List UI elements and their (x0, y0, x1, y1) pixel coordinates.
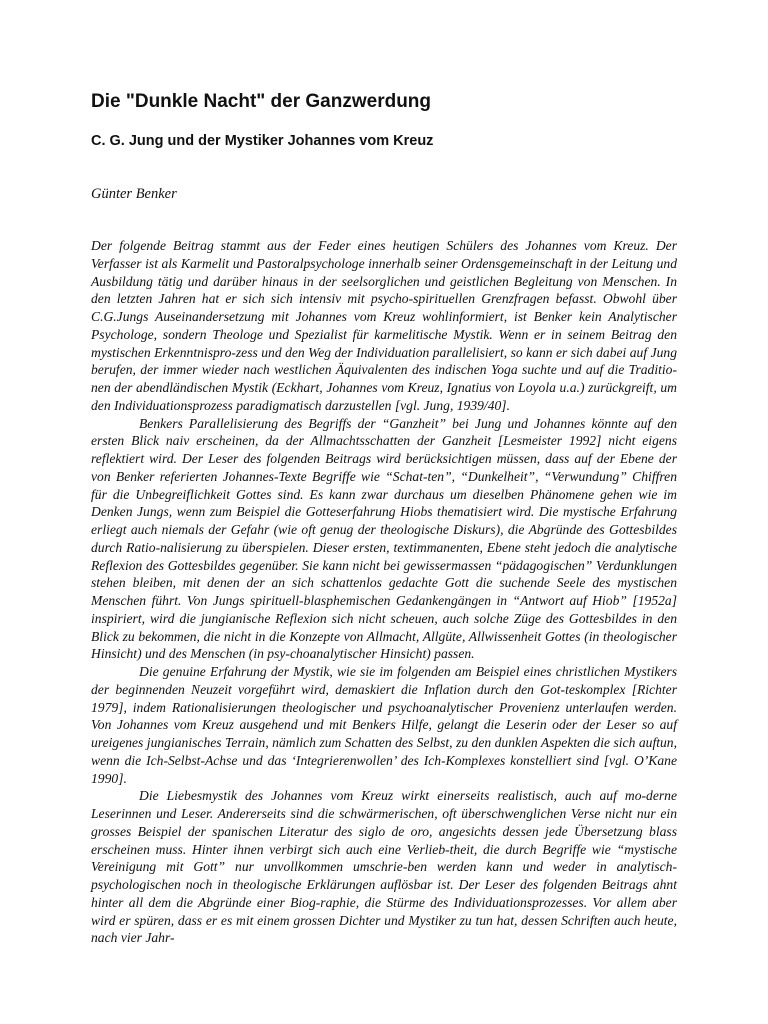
paragraph: Die Liebesmystik des Johannes vom Kreuz wirkt einerseits realistisch, auch auf mo-derne Leserinnen und Leser. Andererseits sind die schwärmerischen, oft überschwenglichen Verse nicht nur ein grosses Beispiel der spanischen Literatur des siglo de oro, angesichts dessen jede Übersetzung blass erscheinen muss. Hinter ihnen verbirgt sich auch eine Verlieb-theit, die durch Begriffe wie “mystische Vereinigung mit Gott” nur unvollkommen umschrie-ben werden kann und weder in analytisch-psychologischen noch in theologische Erklärungen auflösbar ist. Der Leser des folgenden Beitrags ahnt hinter all dem die Abgründe einer Biog-raphie, die Stürme des Individuationsprozesses. Vor allem aber wird er spüren, dass er es mit einem grossen Dichter und Mystiker zu tun hat, dessen Schriften auch heute, nach vier Jahr- (91, 788, 677, 946)
author-name: Günter Benker (91, 186, 177, 202)
article-subtitle: C. G. Jung und der Mystiker Johannes vom Kreuz (91, 133, 434, 149)
paragraph: Die genuine Erfahrung der Mystik, wie sie im folgenden am Beispiel eines christlichen Mystikers der beginnenden Neuzeit vorgeführt wird, demaskiert die Inflation durch den Got-teskomplex [Richter 1979], indem Rationalisierungen theologischer und psychoanalytischer Provenienz unterlaufen werden. Von Johannes vom Kreuz ausgehend und mit Benkers Hilfe, gelangt die Leserin oder der Leser so auf ureigenes jungianisches Terrain, nämlich zum Schatten des Selbst, zu den dunklen Aspekten die sich auftun, wenn die Ich-Selbst-Achse und das ‘Integrierenwollen’ des Ich-Komplexes konstelliert sind [vgl. O’Kane 1990]. (91, 664, 677, 786)
paragraph: Der folgende Beitrag stammt aus der Feder eines heutigen Schülers des Johannes vom Kreuz. Der Verfasser ist als Karmelit und Pastoralpsychologe innerhalb seiner Ordensgemeinschaft in der Leitung und Ausbildung tätig und darüber hinaus in der seelsorglichen und geistlichen Begleitung von Menschen. In den letzten Jahren hat er sich sich intensiv mit psycho-spirituellen Grenzfragen befasst. Obwohl über C.G.Jungs Auseinandersetzung mit Johannes vom Kreuz wohlinformiert, ist Benker kein Analytischer Psychologe, sondern Theologe und Spezialist für karmelitische Mystik. Wenn er in seinem Beitrag den mystischen Erkenntnispro-zess und den Weg der Individuation parallelisiert, so kann er sich dabei auf Jung berufen, der immer wieder nach westlichen Äquivalenten des indischen Yoga suchte und auf die Traditio-nen der abendländischen Mystik (Eckhart, Johannes vom Kreuz, Ignatius von Loyola u.a.) zurückgreift, um den Individuationsprozess paradigmatisch darzustellen [vgl. Jung, 1939/40]. (91, 238, 677, 413)
abstract-body (91, 237, 677, 947)
article-title: Die "Dunkle Nacht" der Ganzwerdung (91, 91, 432, 112)
paragraph: Benkers Parallelisierung des Begriffs der “Ganzheit” bei Jung und Johannes könnte auf den ersten Blick naiv erscheinen, da der Allmachtsschatten der Ganzheit [Lesmeister 1992] nicht eigens reflektiert wird. Der Leser des folgenden Beitrags wird berücksichtigen müssen, dass auf der Ebene der von Benker referierten Johannes-Texte Begriffe wie “Schat-ten”, “Dunkelheit”, “Verwundung” Chiffren für die Unbegreiflichkeit Gottes sind. Es kann zwar durchaus um dieselben Phänomene gehen wie im Denken Jungs, wenn zum Beispiel die Gotteserfahrung Hiobs thematisiert wird. Die mystische Erfahrung erliegt auch niemals der Gefahr (wie oft genug der theologische Diskurs), die Abgründe des Gottesbildes durch Ratio-nalisierung zu überspielen. Dieser ersten, textimmanenten, Ebene steht jedoch die analytische Reflexion des Gottesbildes gegenüber. Sie kann nicht bei gewissermassen “pädagogischen” Verdunklungen stehen bleiben, mit denen der an sich schattenlos gedachte Gott die suchende Seele des mystischen Menschen führt. Von Jungs spirituell-blasphemischen Gedankengängen in “Antwort auf Hiob” [1952a] inspiriert, wird die jungianische Reflexion sich nicht scheuen, auch solche Züge des Gottesbildes in den Blick zu bekommen, die nicht in die Konzepte von Allmacht, Allgüte, Allwissenheit Gottes (in theologischer Hinsicht) und des Menschen (in psy-choanalytischer Hinsicht) passen. (91, 415, 677, 662)
